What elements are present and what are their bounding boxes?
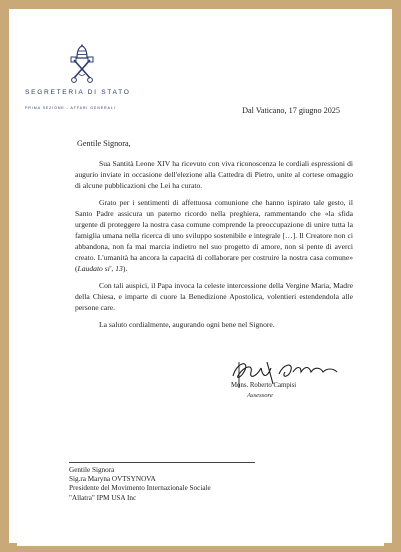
letterhead-organization: SEGRETERIA DI STATO xyxy=(25,89,131,96)
quote-citation: Laudato si', 13 xyxy=(77,264,123,273)
letter-body xyxy=(75,158,353,336)
recipient-block xyxy=(69,466,319,503)
papal-emblem-icon xyxy=(69,44,95,84)
signature-block xyxy=(221,352,361,400)
recipient-name: Sig.ra Maryna OVTSYNOVA xyxy=(69,475,156,484)
paragraph-closing: La saluto cordialmente, augurando ogni bene nel Signore. xyxy=(99,320,275,329)
greeting: Gentile Signora, xyxy=(77,139,131,148)
recipient-organization: "Allatra" IPM USA Inc xyxy=(69,493,137,502)
dateline: Dal Vaticano, 17 giugno 2025 xyxy=(242,106,340,115)
paragraph-acknowledgement: Sua Santità Leone XIV ha ricevuto con viva riconoscenza le cordiali espressioni di augurio inviate in occasione dell'elezione alla Cattedra di Pietro, unite al cortese omaggio di alcune pubblicazioni che Lei ha curato. xyxy=(75,159,353,190)
letterhead-department: PRIMA SEZIONE - AFFARI GENERALI xyxy=(25,106,116,110)
letter-page xyxy=(17,16,384,546)
recipient-role: Presidente del Movimento Internazionale Sociale xyxy=(69,484,211,493)
quote-text: Grato per i sentimenti di affettuosa comunione che hanno ispirato tale gesto, il Santo Padre assicura un paterno ricordo nella preghiera, rammentando che «la sfida urgente di proteggere la nostra casa comune comprende la preoccupazione di unire tutta la famiglia umana nella ricerca di uno sviluppo sostenibile e integrale […]. Il Creatore non ci abbandona, non fa mai marcia indietro nel suo progetto di amore, non si pente di averci creato. L'umanità ha ancora la capacità di collaborare per costruire la nostra casa comune» ( xyxy=(75,198,353,273)
signatory-title: Assessore xyxy=(247,392,273,399)
paragraph-blessing: Con tali auspici, il Papa invoca la celeste intercessione della Vergine Maria, Madre della Chiesa, e imparte di cuore la Benedizione Apostolica, volentieri estendendola alle persone care. xyxy=(75,281,353,312)
quote-end: ). xyxy=(122,264,128,273)
paragraph-quote xyxy=(75,197,353,274)
signatory-name: Mons. Roberto Campisi xyxy=(231,382,297,389)
recipient-salutation: Gentile Signora xyxy=(69,466,115,474)
recipient-divider xyxy=(69,462,255,463)
